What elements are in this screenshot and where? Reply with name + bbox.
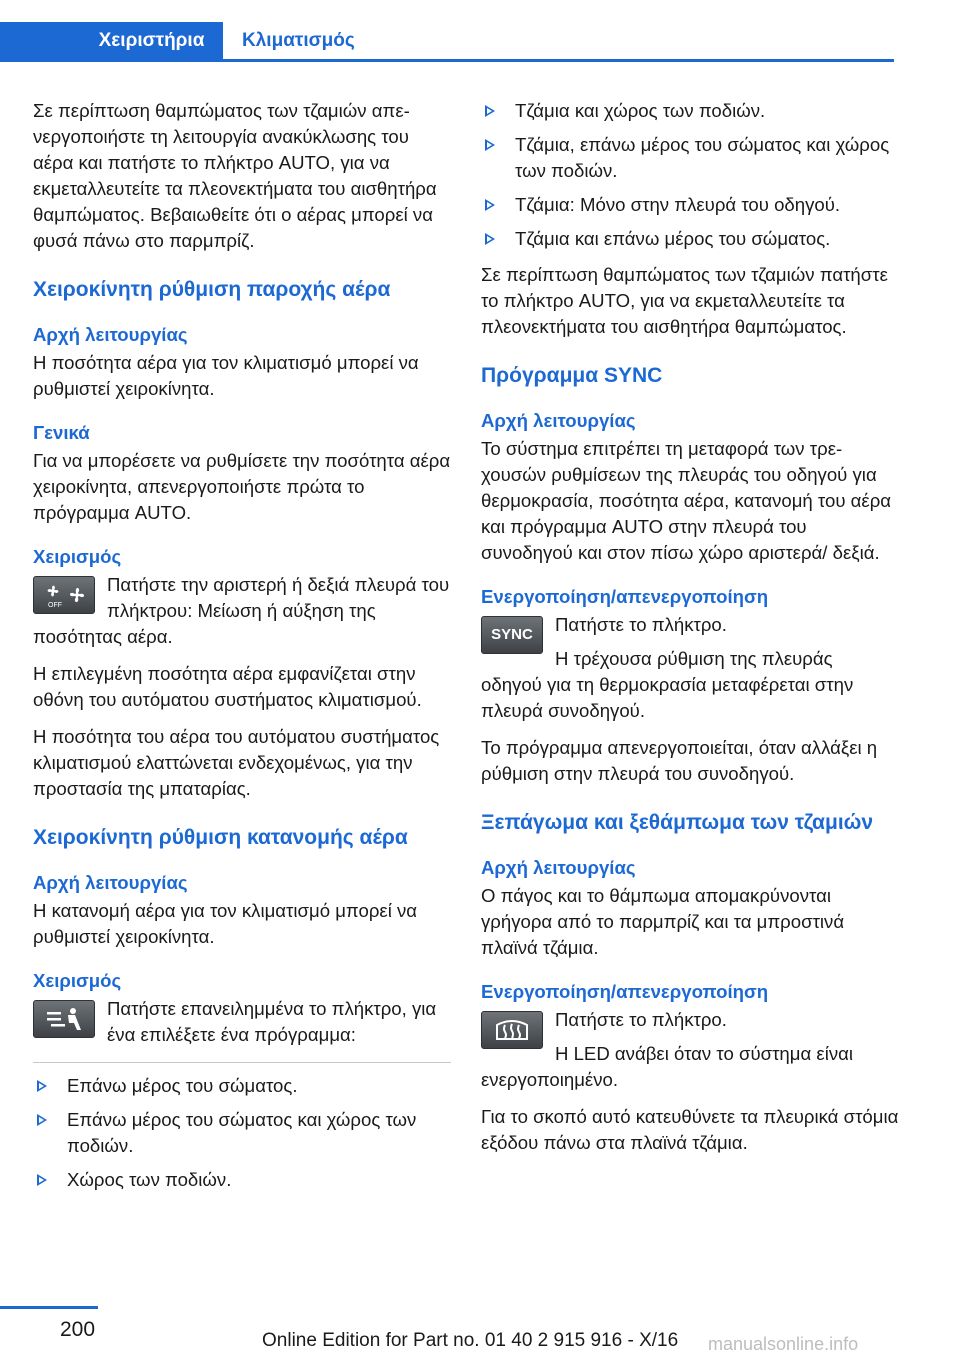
svg-text:OFF: OFF [48, 602, 62, 609]
distribution-list-right [481, 98, 899, 252]
rear-defrost-icon [481, 1011, 543, 1049]
subheading-onoff: Ενεργοποίηση/απενεργοποίηση [481, 586, 769, 607]
led-text-cont: ενεργοποιημένο. [481, 1069, 619, 1090]
subheading-principle-4: Αρχή λειτουργίας [481, 857, 636, 878]
principle-text: Η ποσότητα αέρα για τον κλιματισμό μπορεί να ρυθμιστεί χειροκίνητα. [33, 352, 419, 399]
transfer-text: Η τρέχουσα ρύθμιση της πλευράς [555, 648, 833, 669]
list-item: Επάνω μέρος του σώματος και χώρος των ποδιών. [33, 1107, 451, 1159]
section-heading-air-amount: Χειροκίνητη ρύθμιση παροχής αέρα [33, 278, 391, 301]
section-heading-sync: Πρόγραμμα SYNC [481, 364, 663, 387]
sync-operation-text [555, 612, 899, 672]
left-column [33, 98, 451, 1203]
defrost-operation-row [481, 1007, 899, 1067]
edition-text: Online Edition for Part no. 01 40 2 915 916 - X/16 [262, 1330, 679, 1351]
transfer-text-cont: οδηγού για τη θερμοκρασία μεταφέρεται στην πλευρά συνοδηγού. [481, 674, 854, 721]
subheading-principle: Αρχή λειτουργίας [33, 324, 188, 345]
tab-controls-label: Χειριστήρια [98, 30, 205, 51]
section-heading-defrost: Ξεπάγωμα και ξεθάμπωμα των τζαμιών [481, 811, 874, 834]
battery-text: Η ποσότητα του αέρα του αυτόματου συστήματος κλιματισμού ελαττώνεται ενδεχομένως, για την προστασία της μπαταρίας. [33, 726, 440, 799]
footer-rule [0, 1306, 98, 1309]
deactivate-text: Το πρόγραμμα απενεργοποιείται, όταν αλλάξει η ρύθμιση στην πλευρά του συνοδηγού. [481, 737, 878, 784]
subheading-general: Γενικά [33, 422, 90, 443]
vents-text: Για το σκοπό αυτό κατευθύνετε τα πλευρικά στόμια εξόδου πάνω στα πλαϊνά τζάμια. [481, 1106, 899, 1153]
section-heading-distribution: Χειροκίνητη ρύθμιση κατανομής αέρα [33, 826, 408, 849]
list-item: Τζάμια, επάνω μέρος του σώματος και χώρος των ποδιών. [481, 132, 899, 184]
watermark: manualsonline.info [708, 1334, 859, 1354]
list-item: Τζάμια: Μόνο στην πλευρά του οδηγού. [481, 192, 899, 218]
fog-auto-text: Σε περίπτωση θαμπώματος των τζαμιών πατήστε το πλήκτρο AUTO, για να εκμεταλλευτείτε τα πλεονεκτήματα του αισθητήρα θαμπώματος. [481, 264, 888, 337]
list-item: Τζάμια και χώρος των ποδιών. [481, 98, 899, 124]
header-tabs [0, 0, 894, 62]
distribution-operation-text: Πατήστε επανειλημμένα το πλήκτρο, για ένα επιλέξετε ένα πρόγραμμα: [107, 998, 437, 1045]
led-text: Η LED ανάβει όταν το σύστημα είναι [555, 1043, 853, 1064]
subheading-operation-2: Χειρισμός [33, 970, 122, 991]
fog-paragraph: Σε περίπτωση θαμπώματος των τζαμιών απενεργοποιήστε τη λειτουργία ανακύκλωσης του αέρα και πατήστε το πλήκτρο AUTO, για να εκμεταλλευτείτε τα πλεονεκτήματα του αισθητήρα θαμπώματος. Βεβαιωθείτε ότι ο αέρας μπορεί να φυσά πάνω στο παρμπρίζ. [33, 100, 437, 251]
defrost-principle-text: Ο πάγος και το θάμπωμα απομακρύνονται γρήγορα από το παρμπρίζ και τα μπροστινά πλαϊνά τζάμια. [481, 885, 845, 958]
sync-button-label: SYNC [491, 626, 533, 643]
list-item: Τζάμια και επάνω μέρος του σώματος. [481, 226, 899, 252]
list-item: Χώρος των ποδιών. [33, 1167, 451, 1193]
list-item: Επάνω μέρος του σώματος. [33, 1073, 451, 1099]
press-key-text: Πατήστε το πλήκτρο. [555, 614, 727, 635]
subheading-principle-2: Αρχή λειτουργίας [33, 872, 188, 893]
tab-climate-label: Κλιματισμός [242, 30, 355, 51]
selected-amount-text: Η επιλεγμένη ποσότητα αέρα εμφανίζεται στην οθόνη του αυτόματου συστήματος κλιματισμού. [33, 663, 422, 710]
distribution-operation-row [33, 996, 451, 1048]
general-text: Για να μπορέσετε να ρυθμίσετε την ποσότητα αέρα χειροκίνητα, απενεργοποιήστε πρώτα το πρόγραμμα AUTO. [33, 450, 451, 523]
list-separator [33, 1062, 451, 1063]
tab-controls[interactable] [0, 22, 223, 60]
sync-principle-text: Το σύστημα επιτρέπει τη μεταφορά των τρεχουσών ρυθμίσεων της πλευράς του οδηγού για θερμοκρασία, ποσότητα αέρα, κατανομή του αέρα και πρόγραμμα AUTO στην πλευρά του συνοδηγού και στον πίσω χώρο αριστερά/ δεξιά. [481, 438, 892, 563]
subheading-operation: Χειρισμός [33, 546, 122, 567]
fan-off-button-icon [33, 576, 95, 614]
fan-operation-text-cont: ποσότητας αέρα. [33, 626, 173, 647]
sync-button-icon [481, 616, 543, 654]
right-column [481, 98, 899, 1167]
subheading-principle-3: Αρχή λειτουργίας [481, 410, 636, 431]
defrost-operation-text [555, 1007, 899, 1067]
fan-operation-row [33, 572, 451, 624]
press-key-text-2: Πατήστε το πλήκτρο. [555, 1009, 727, 1030]
sync-operation-row [481, 612, 899, 672]
tab-climate[interactable] [242, 22, 355, 60]
air-distribution-icon [33, 1000, 95, 1038]
fan-operation-text: Πατήστε την αριστερή ή δεξιά πλευρά του πλήκτρου: Μείωση ή αύξηση της [107, 574, 450, 621]
page-number: 200 [60, 1318, 96, 1341]
principle-text-2: Η κατανομή αέρα για τον κλιματισμό μπορεί να ρυθμιστεί χειροκίνητα. [33, 900, 418, 947]
distribution-list-left [33, 1073, 451, 1193]
header-rule [0, 59, 894, 62]
subheading-onoff-2: Ενεργοποίηση/απενεργοποίηση [481, 981, 769, 1002]
